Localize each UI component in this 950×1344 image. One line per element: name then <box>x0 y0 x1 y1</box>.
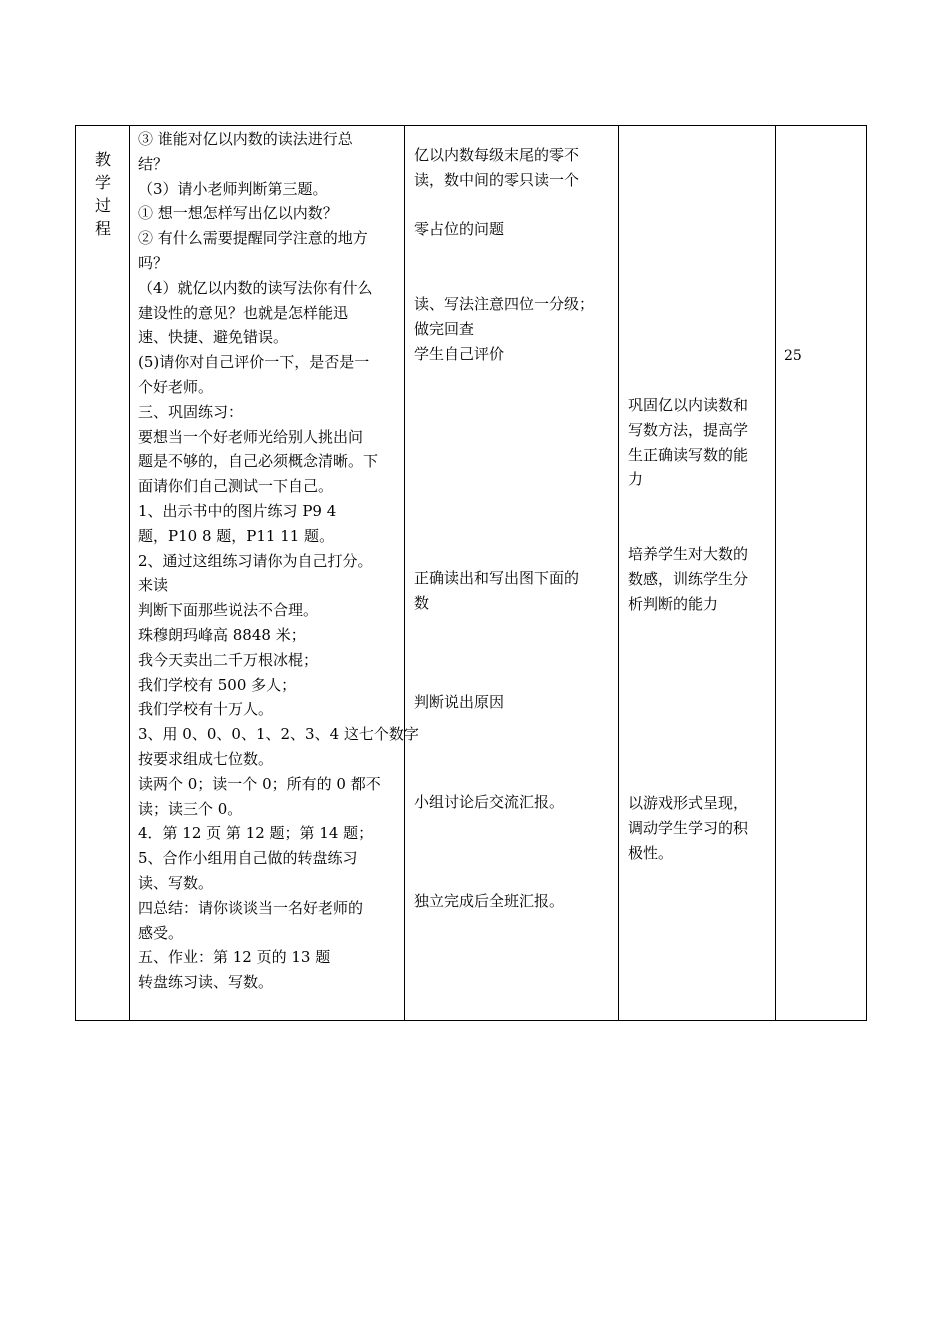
activity-line: 我今天卖出二千万根冰棍； <box>138 650 319 669</box>
intent-note <box>628 791 770 865</box>
teacher-activity-cell <box>138 127 419 995</box>
activity-line: 按要求组成七位数。 <box>138 749 274 768</box>
student-note-line: 零占位的问题 <box>414 220 505 238</box>
student-note-line: 判断说出原因 <box>414 693 505 711</box>
activity-line: 感受。 <box>138 923 184 942</box>
student-note-line: 做完回查 <box>414 319 475 338</box>
intent-note-line: 数感，训练学生分 <box>628 569 749 588</box>
intent-note-line: 巩固亿以内读数和 <box>628 396 749 414</box>
activity-line: 我们学校有十万人。 <box>138 700 274 719</box>
activity-line: 来读 <box>138 576 169 595</box>
lesson-plan-table <box>75 125 867 1021</box>
student-note <box>414 566 614 616</box>
section-label-char: 过 <box>94 196 111 215</box>
student-note <box>414 217 614 242</box>
student-note <box>414 143 614 193</box>
column-divider <box>404 126 405 1020</box>
activity-line: 结？ <box>138 154 169 173</box>
intent-note-line: 以游戏形式呈现， <box>628 794 749 812</box>
activity-line: 我们学校有 500 多人； <box>138 675 297 694</box>
intent-note-line: 写数方法，提高学 <box>628 420 749 439</box>
activity-line: 读两个 0；读一个 0；所有的 0 都不 <box>138 774 381 793</box>
activity-line: 建设性的意见？也就是怎样能迅 <box>138 303 349 322</box>
intent-note-line: 生正确读写数的能 <box>628 445 749 464</box>
activity-line: ③ 谁能对亿以内数的读法进行总 <box>138 130 353 148</box>
activity-line: 珠穆朗玛峰高 8848 米； <box>138 625 306 644</box>
activity-line: 读、写数。 <box>138 873 214 892</box>
student-note-line: 读，数中间的零只读一个 <box>414 170 580 189</box>
intent-note-line: 析判断的能力 <box>628 594 719 613</box>
student-note-line: 学生自己评价 <box>414 344 505 363</box>
activity-line: 面请你们自己测试一下自己。 <box>138 477 334 496</box>
activity-line: (5)请你对自己评价一下，是否是一 <box>138 353 370 372</box>
student-note <box>414 790 614 815</box>
activity-line: 5、合作小组用自己做的转盘练习 <box>138 849 358 868</box>
student-note-line: 正确读出和写出图下面的 <box>414 569 580 587</box>
section-label-char: 教 <box>94 150 111 169</box>
student-note <box>414 292 614 366</box>
section-label-char: 学 <box>94 173 111 192</box>
activity-line: 速、快捷、避免错误。 <box>138 328 289 347</box>
intent-note-line: 调动学生学习的积 <box>628 818 749 837</box>
section-label-char: 程 <box>94 219 111 238</box>
intent-note-line: 极性。 <box>628 843 674 862</box>
activity-line: （3）请小老师判断第三题。 <box>138 179 328 198</box>
activity-line: 读；读三个 0。 <box>138 799 243 818</box>
activity-line: 1、出示书中的图片练习 P9 4 <box>138 501 337 520</box>
student-note-line: 亿以内数每级末尾的零不 <box>414 146 580 164</box>
column-divider <box>618 126 619 1020</box>
activity-line: 转盘练习读、写数。 <box>138 973 274 992</box>
student-note <box>414 690 614 715</box>
student-note-line: 独立完成后全班汇报。 <box>414 892 565 910</box>
activity-line: 3、用 0、0、0、1、2、3、4 这七个数字 <box>138 725 419 744</box>
activity-line: 五、作业：第 12 页的 13 题 <box>138 948 331 967</box>
activity-line: 要想当一个好老师光给别人挑出问 <box>138 427 364 446</box>
intent-note-line: 培养学生对大数的 <box>628 545 749 563</box>
intent-note <box>628 393 770 492</box>
student-note-line: 读、写法注意四位一分级； <box>414 295 595 313</box>
column-divider <box>775 126 776 1020</box>
activity-line: 2、通过这组练习请你为自己打分。 <box>138 551 373 570</box>
activity-line: 吗？ <box>138 253 169 272</box>
time-allocation: 25 <box>784 348 802 364</box>
intent-note-line: 力 <box>628 470 644 489</box>
activity-line: 个好老师。 <box>138 377 214 396</box>
activity-line: ② 有什么需要提醒同学注意的地方 <box>138 229 368 248</box>
activity-line: 三、巩固练习： <box>138 402 244 421</box>
activity-line: 四总结：请你谈谈当一名好老师的 <box>138 898 364 917</box>
activity-line: 判断下面那些说法不合理。 <box>138 601 319 620</box>
activity-line: 4．第 12 页 第 12 题；第 14 题； <box>138 824 374 843</box>
activity-line: 题，P10 8 题，P11 11 题。 <box>138 526 335 545</box>
student-note-line: 数 <box>414 593 430 612</box>
activity-line: ① 想一想怎样写出亿以内数？ <box>138 204 338 223</box>
student-note-line: 小组讨论后交流汇报。 <box>414 793 565 811</box>
column-divider <box>129 126 130 1020</box>
activity-line: （4）就亿以内数的读写法你有什么 <box>138 278 373 297</box>
intent-note <box>628 542 770 616</box>
activity-line: 题是不够的，自己必须概念清晰。下 <box>138 452 379 471</box>
section-label <box>76 148 130 240</box>
student-note <box>414 889 614 914</box>
